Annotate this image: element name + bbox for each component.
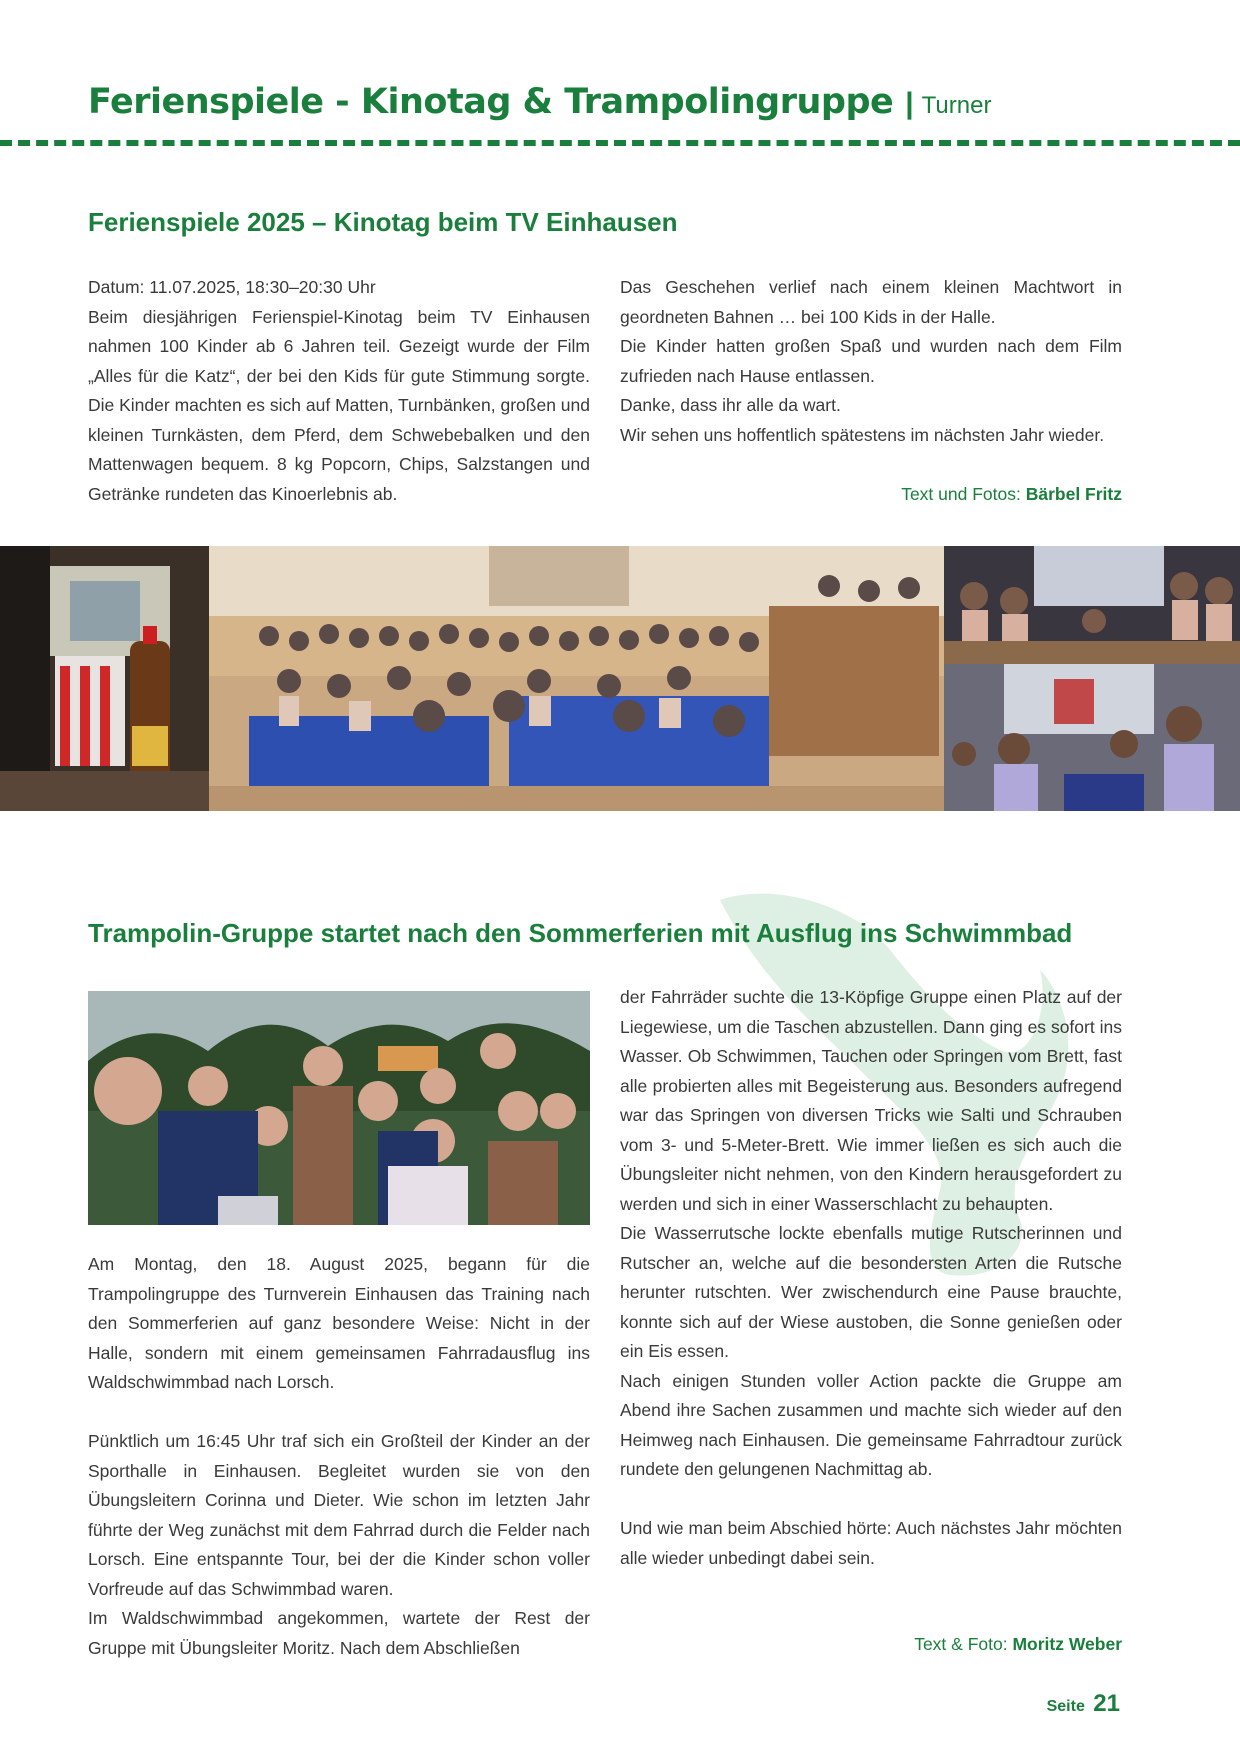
article1-right-column (620, 273, 1122, 450)
article1-paragraph: Beim diesjährigen Ferienspiel-Kinotag beim TV Einhausen nahmen 100 Kinder ab 6 Jahren teil. Gezeigt wurde der Film „Alles für die Katz“, der bei den Kids für gute Stimmung sorgte. Die Kinder machten es sich auf Matten, Turnbänken, großen und kleinen Turnkästen, dem Pferd, dem Schwebebalken und den Mattenwagen bequem. 8 kg Popcorn, Chips, Salzstangen und Getränke rundeten das Kinoerlebnis ab. (88, 306, 590, 504)
article1-date: Datum: 11.07.2025, 18:30–20:30 Uhr (88, 277, 376, 297)
page-category: Turner (921, 92, 992, 119)
photo-kids-gym-hall (209, 546, 944, 811)
page-header (88, 82, 991, 122)
article2-paragraph: Und wie man beim Abschied hörte: Auch nächstes Jahr möchten alle wieder unbedingt dabei sein. (620, 1518, 1122, 1568)
article1-paragraph: Das Geschehen verlief nach einem kleinen Machtwort in geordneten Bahnen … bei 100 Kids in der Halle. (620, 277, 1122, 327)
credit-name: Bärbel Fritz (1025, 484, 1122, 504)
dashed-divider (0, 140, 1240, 146)
credit-label: Text & Foto: (914, 1634, 1008, 1654)
article2-paragraph: Nach einigen Stunden voller Action packte die Gruppe am Abend ihre Sachen zusammen und machte sich wieder auf den Heimweg nach Einhausen. Die gemeinsame Fahrradtour zurück rundete den gelungenen Nachmittag ab. (620, 1370, 1122, 1479)
page-number (1047, 1690, 1120, 1718)
photo-kids-screen-1 (944, 546, 1240, 664)
article1-paragraph: Die Kinder hatten großen Spaß und wurden nach dem Film zufrieden nach Hause entlassen. (620, 336, 1122, 386)
photo-group-selfie (88, 991, 590, 1225)
article2-paragraph: der Fahrräder suchte die 13-Köpfige Gruppe einen Platz auf der Liegewiese, um die Taschen abzustellen. Dann ging es sofort ins Wasser. Ob Schwimmen, Tauchen oder Springen vom Brett, fast alle probierten alles mit Begeisterung aus. Besonders aufregend war das Springen von diversen Tricks wie Salti und Schrauben vom 3- und 5-Meter-Brett. Wie immer ließen es sich auch die Übungsleiter nicht nehmen, von den Kindern herausgefordert zu werden und sich in einer Wasserschlacht zu behaupten. (620, 987, 1122, 1214)
article2-right-column (620, 983, 1122, 1573)
article2-paragraph: Die Wasserrutsche lockte ebenfalls mutige Rutscherinnen und Rutscher an, welche auf die besondersten Arten die Rutsche herunter rutschten. Wer zwischendurch eine Pause brauchte, konnte sich auf der Wiese austoben, die Sonne genießen oder ein Eis essen. (620, 1223, 1122, 1361)
article2-left-column (88, 1250, 590, 1663)
page-title: Ferienspiele - Kinotag & Trampolingruppe (88, 82, 894, 122)
credit-label: Text und Fotos: (901, 484, 1021, 504)
article2-paragraph: Pünktlich um 16:45 Uhr traf sich ein Großteil der Kinder an der Sporthalle in Einhausen. Begleitet wurden sie von den Übungsleitern Corinna und Dieter. Wie schon im letzten Jahr führte der Weg zunächst mit dem Fahrrad durch die Felder nach Lorsch. Eine entspannte Tour, bei der die Kinder schon voller Vorfreude auf das Schwimmbad waren. (88, 1431, 590, 1599)
article2-paragraph: Im Waldschwimmbad angekommen, wartete der Rest der Gruppe mit Übungsleiter Moritz. Nach dem Abschließen (88, 1608, 590, 1658)
article1-paragraph: Danke, dass ihr alle da wart. (620, 395, 841, 415)
article2-title: Trampolin-Gruppe startet nach den Sommerferien mit Ausflug ins Schwimmbad (88, 918, 1073, 948)
photo-kids-screen-2 (944, 664, 1240, 811)
page-number-value: 21 (1093, 1690, 1120, 1717)
page-number-label: Seite (1046, 1698, 1085, 1715)
photo-popcorn-drink (0, 546, 209, 811)
header-separator: | (905, 87, 914, 120)
credit-name: Moritz Weber (1012, 1634, 1122, 1654)
article1-credit (901, 484, 1122, 505)
article1-paragraph: Wir sehen uns hoffentlich spätestens im nächsten Jahr wieder. (620, 424, 1105, 445)
article1-title: Ferienspiele 2025 – Kinotag beim TV Einhausen (88, 207, 678, 237)
article2-credit (914, 1634, 1122, 1655)
article2-paragraph: Am Montag, den 18. August 2025, begann für die Trampolingruppe des Turnverein Einhausen das Training nach den Sommerferien auf ganz besondere Weise: Nicht in der Halle, sondern mit einem gemeinsamen Fahrradausflug ins Waldschwimmbad nach Lorsch. (88, 1254, 590, 1392)
article1-left-column (88, 273, 590, 509)
